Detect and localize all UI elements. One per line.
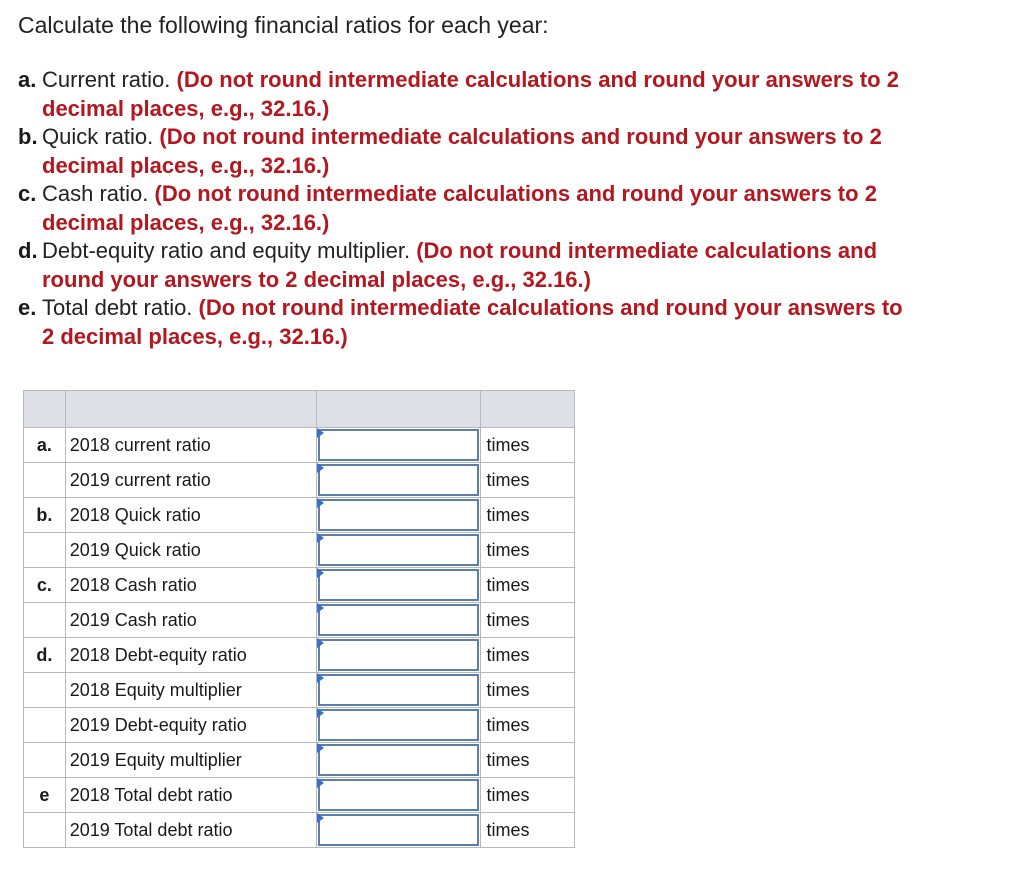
- answer-cell: [316, 533, 480, 568]
- input-marker-icon: [317, 428, 324, 438]
- input-marker-icon: [317, 813, 324, 823]
- question-item: [18, 123, 1008, 180]
- answer-input-box: [318, 744, 479, 776]
- table-row: [24, 428, 575, 463]
- question-letter: a.: [18, 67, 37, 92]
- row-letter: [24, 533, 66, 568]
- answer-input[interactable]: [320, 501, 477, 529]
- row-unit: times: [480, 778, 574, 813]
- answer-input[interactable]: [320, 641, 477, 669]
- row-label: 2018 Quick ratio: [65, 498, 316, 533]
- answer-input[interactable]: [320, 816, 477, 844]
- table-row: [24, 498, 575, 533]
- row-label: 2019 Cash ratio: [65, 603, 316, 638]
- input-marker-icon: [317, 743, 324, 753]
- table-header-row: [24, 391, 575, 428]
- answer-cell: [316, 638, 480, 673]
- question-instruction-cont: 2 decimal places, e.g., 32.16.): [42, 323, 348, 349]
- table-row: [24, 463, 575, 498]
- question-instruction: (Do not round intermediate calculations and round your answers to: [198, 295, 903, 320]
- row-unit: times: [480, 638, 574, 673]
- header-cell: [316, 391, 480, 428]
- input-marker-icon: [317, 778, 324, 788]
- answer-input-box: [318, 779, 479, 811]
- table-row: [24, 778, 575, 813]
- row-unit: times: [480, 463, 574, 498]
- question-instruction: (Do not round intermediate calculations and round your answers to 2: [159, 124, 882, 149]
- answer-table: [23, 390, 575, 848]
- row-letter: [24, 743, 66, 778]
- question-instruction: (Do not round intermediate calculations and: [416, 238, 878, 263]
- row-letter: [24, 463, 66, 498]
- answer-input[interactable]: [320, 606, 477, 634]
- answer-input[interactable]: [320, 431, 477, 459]
- answer-cell: [316, 673, 480, 708]
- header-cell: [480, 391, 574, 428]
- input-marker-icon: [317, 673, 324, 683]
- answer-input[interactable]: [320, 746, 477, 774]
- answer-input-box: [318, 569, 479, 601]
- table-row: [24, 568, 575, 603]
- question-instruction: (Do not round intermediate calculations and round your answers to 2: [154, 181, 877, 206]
- header-cell: [65, 391, 316, 428]
- question-letter: c.: [18, 181, 37, 206]
- row-unit: times: [480, 813, 574, 848]
- row-letter: e: [24, 778, 66, 813]
- header-cell: [24, 391, 66, 428]
- answer-input-box: [318, 499, 479, 531]
- intro-text: Calculate the following financial ratios for each year:: [18, 12, 549, 38]
- answer-input[interactable]: [320, 536, 477, 564]
- question-instruction: (Do not round intermediate calculations and round your answers to 2: [176, 67, 899, 92]
- answer-input[interactable]: [320, 571, 477, 599]
- answer-input-box: [318, 709, 479, 741]
- row-label: 2018 Total debt ratio: [65, 778, 316, 813]
- question-item: [18, 237, 1008, 294]
- table-row: [24, 638, 575, 673]
- answer-input[interactable]: [320, 466, 477, 494]
- answer-cell: [316, 743, 480, 778]
- answer-cell: [316, 813, 480, 848]
- question-letter: d.: [18, 238, 38, 263]
- answer-cell: [316, 428, 480, 463]
- table-row: [24, 743, 575, 778]
- answer-cell: [316, 568, 480, 603]
- row-unit: times: [480, 568, 574, 603]
- row-unit: times: [480, 743, 574, 778]
- table-row: [24, 603, 575, 638]
- question-letter: b.: [18, 124, 38, 149]
- question-instruction-cont: decimal places, e.g., 32.16.): [42, 95, 330, 121]
- answer-input-box: [318, 604, 479, 636]
- question-instruction-cont: decimal places, e.g., 32.16.): [42, 152, 330, 178]
- row-unit: times: [480, 428, 574, 463]
- row-label: 2019 Total debt ratio: [65, 813, 316, 848]
- question-label: Quick ratio.: [42, 124, 160, 149]
- input-marker-icon: [317, 463, 324, 473]
- row-unit: times: [480, 533, 574, 568]
- answer-input[interactable]: [320, 781, 477, 809]
- input-marker-icon: [317, 498, 324, 508]
- row-letter: [24, 708, 66, 743]
- answer-input-box: [318, 674, 479, 706]
- row-label: 2018 current ratio: [65, 428, 316, 463]
- row-label: 2018 Equity multiplier: [65, 673, 316, 708]
- row-letter: a.: [24, 428, 66, 463]
- question-instruction-cont: round your answers to 2 decimal places, e.g., 32.16.): [42, 266, 591, 292]
- answer-cell: [316, 708, 480, 743]
- row-letter: c.: [24, 568, 66, 603]
- question-instruction-cont: decimal places, e.g., 32.16.): [42, 209, 330, 235]
- table-row: [24, 533, 575, 568]
- row-label: 2019 Quick ratio: [65, 533, 316, 568]
- answer-input-box: [318, 429, 479, 461]
- answer-input[interactable]: [320, 711, 477, 739]
- question-item: [18, 66, 1008, 123]
- answer-cell: [316, 603, 480, 638]
- question-label: Cash ratio.: [42, 181, 155, 206]
- answer-input-box: [318, 464, 479, 496]
- input-marker-icon: [317, 708, 324, 718]
- table-row: [24, 708, 575, 743]
- row-label: 2018 Debt-equity ratio: [65, 638, 316, 673]
- answer-cell: [316, 498, 480, 533]
- row-unit: times: [480, 498, 574, 533]
- question-item: [18, 180, 1008, 237]
- row-label: 2019 Equity multiplier: [65, 743, 316, 778]
- question-letter: e.: [18, 295, 37, 320]
- row-letter: [24, 813, 66, 848]
- question-label: Total debt ratio.: [42, 295, 199, 320]
- answer-cell: [316, 778, 480, 813]
- question-list: [18, 66, 1008, 351]
- row-unit: times: [480, 708, 574, 743]
- row-unit: times: [480, 673, 574, 708]
- answer-input[interactable]: [320, 676, 477, 704]
- input-marker-icon: [317, 638, 324, 648]
- answer-input-box: [318, 534, 479, 566]
- row-letter: [24, 673, 66, 708]
- input-marker-icon: [317, 533, 324, 543]
- row-label: 2019 Debt-equity ratio: [65, 708, 316, 743]
- row-label: 2019 current ratio: [65, 463, 316, 498]
- row-letter: b.: [24, 498, 66, 533]
- input-marker-icon: [317, 603, 324, 613]
- row-letter: [24, 603, 66, 638]
- input-marker-icon: [317, 568, 324, 578]
- table-row: [24, 813, 575, 848]
- answer-input-box: [318, 639, 479, 671]
- answer-cell: [316, 463, 480, 498]
- question-label: Current ratio.: [42, 67, 177, 92]
- table-row: [24, 673, 575, 708]
- question-label: Debt-equity ratio and equity multiplier.: [42, 238, 417, 263]
- row-unit: times: [480, 603, 574, 638]
- row-letter: d.: [24, 638, 66, 673]
- question-item: [18, 294, 1008, 351]
- row-label: 2018 Cash ratio: [65, 568, 316, 603]
- answer-input-box: [318, 814, 479, 846]
